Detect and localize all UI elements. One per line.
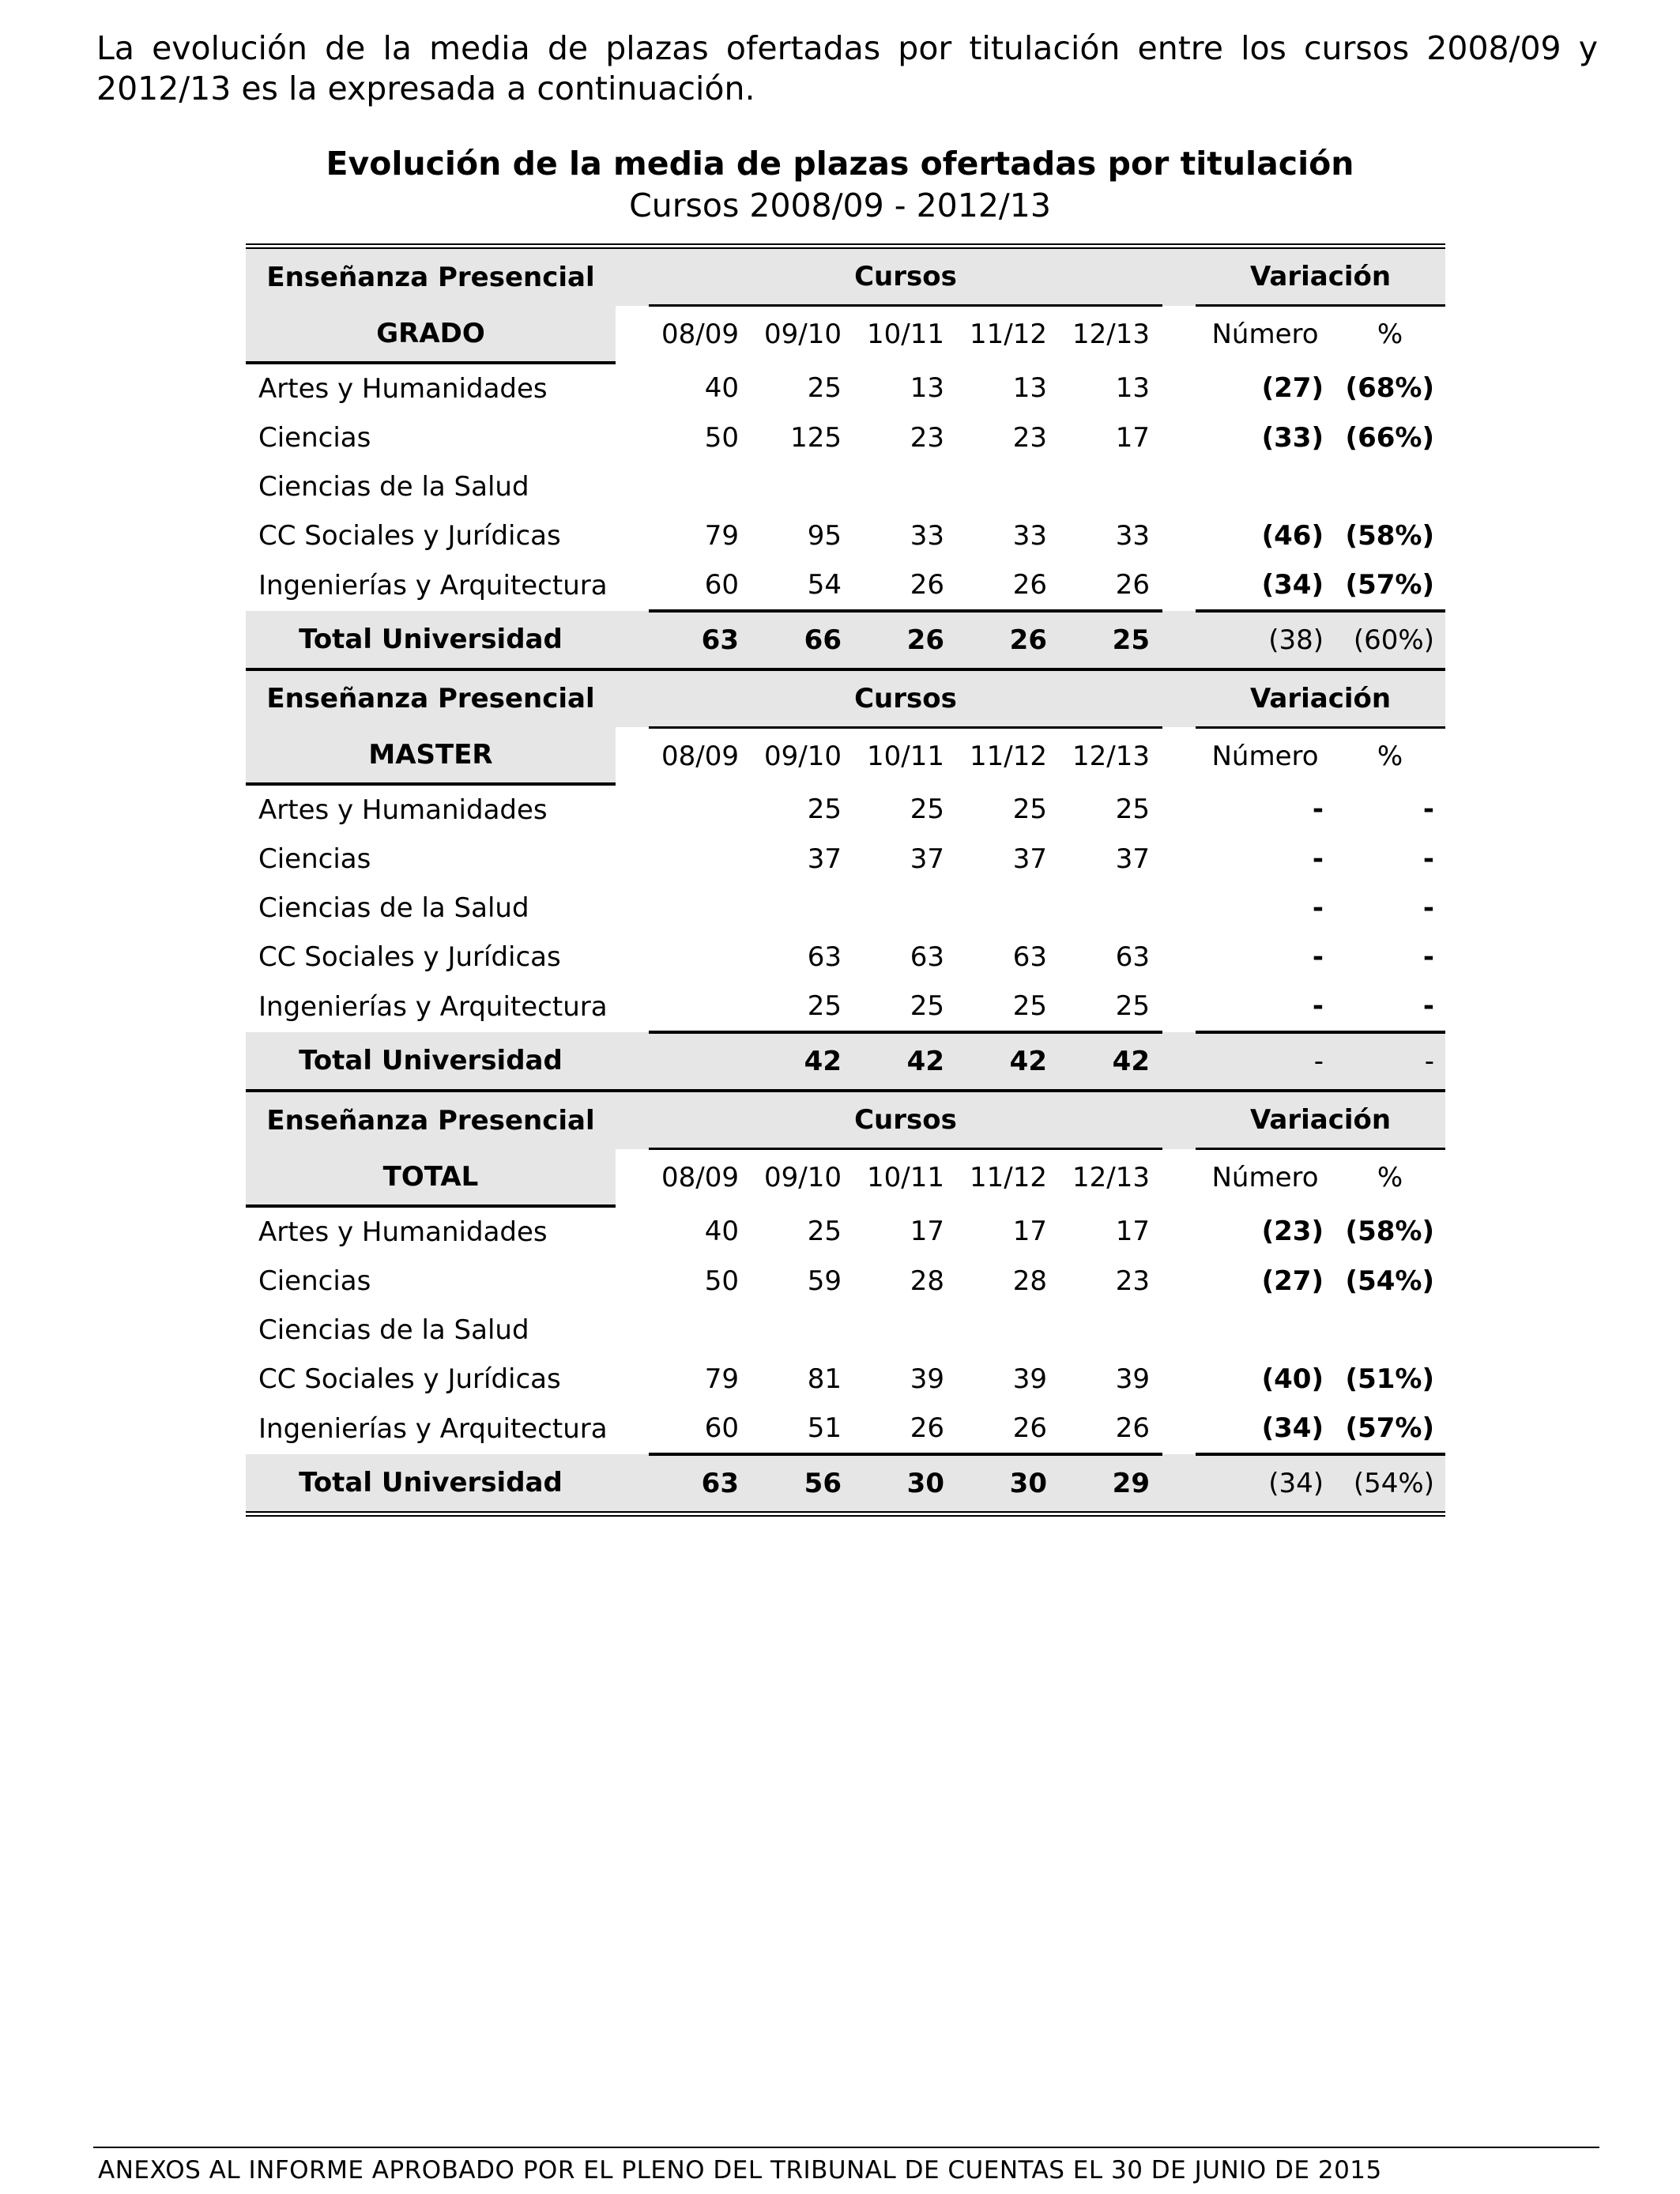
total-row [246, 1454, 1445, 1514]
table-body [246, 247, 1445, 1514]
spacer-cell [1162, 306, 1196, 363]
footer-text: ANEXOS AL INFORME APROBADO POR EL PLENO DEL TRIBUNAL DE CUENTAS EL 30 DE JUNIO DE 2015 [98, 2156, 1382, 2185]
spacer-cell [616, 1032, 649, 1091]
total-value: 56 [751, 1454, 854, 1514]
value-cell: 25 [1060, 982, 1162, 1032]
value-cell: 25 [910, 794, 944, 825]
total-label: Total Universidad [246, 611, 616, 669]
plazas-table [246, 243, 1445, 1517]
spacer-cell [616, 363, 649, 413]
variation-percent: (51%) [1345, 1363, 1435, 1395]
total-value: 42 [1060, 1032, 1162, 1091]
subheader-row [246, 727, 1445, 784]
variation-number: (34) [1196, 1404, 1335, 1454]
value-cell: 60 [649, 560, 751, 611]
total-label: Total Universidad [246, 1454, 616, 1514]
spacer-cell [616, 1306, 649, 1355]
table-row [246, 784, 1445, 835]
spacer-cell [1162, 933, 1196, 982]
total-value: 42 [957, 1032, 1060, 1091]
value-cell: 13 [1012, 371, 1047, 404]
variation-percent: - [1422, 941, 1435, 973]
area-label: CC Sociales y Jurídicas [258, 519, 561, 552]
value-cell: 28 [1012, 1265, 1047, 1297]
area-label: CC Sociales y Jurídicas [258, 941, 561, 973]
variation-percent: - [1335, 982, 1445, 1032]
value-cell: 37 [807, 843, 842, 875]
variation-percent: (57%) [1335, 1404, 1445, 1454]
spacer-cell [616, 1091, 649, 1149]
value-cell: 26 [854, 560, 957, 611]
total-value: 25 [1060, 611, 1162, 669]
value-cell [854, 884, 957, 933]
area-label: Ciencias de la Salud [258, 1314, 529, 1346]
year-header: 11/12 [970, 319, 1047, 351]
area-label: Ciencias de la Salud [258, 470, 529, 503]
value-cell [649, 884, 751, 933]
cursos-header: Cursos [649, 669, 1162, 728]
value-cell: 81 [807, 1363, 842, 1395]
value-cell [957, 1306, 1060, 1355]
spacer-cell [1162, 884, 1196, 933]
spacer-cell [616, 933, 649, 982]
value-cell: 33 [1012, 519, 1047, 552]
variation-number: (23) [1261, 1215, 1324, 1247]
spacer-cell [616, 462, 649, 511]
variation-number: - [1312, 892, 1324, 924]
value-cell [649, 784, 751, 835]
value-cell: 63 [1012, 941, 1047, 973]
header-row [246, 669, 1445, 728]
value-cell: 25 [807, 371, 842, 404]
table-row [246, 560, 1445, 611]
numero-header: Número [1211, 740, 1319, 772]
spacer-cell [1162, 1206, 1196, 1257]
year-header: 10/11 [867, 319, 944, 351]
variation-percent [1335, 1306, 1445, 1355]
variation-number [1196, 462, 1335, 511]
variation-number: - [1312, 794, 1324, 825]
value-cell: 33 [1115, 519, 1150, 552]
variation-number: - [1312, 843, 1324, 875]
percent-header: % [1377, 740, 1403, 772]
table-row [246, 363, 1445, 413]
total-label: Total Universidad [246, 1032, 616, 1091]
cursos-header: Cursos [649, 1091, 1162, 1149]
variation-percent [1335, 462, 1445, 511]
variation-number: (27) [1261, 1265, 1324, 1297]
header-row [246, 1091, 1445, 1149]
spacer-cell [616, 1404, 649, 1454]
subheader-row [246, 306, 1445, 363]
value-cell [649, 462, 751, 511]
value-cell: 17 [1012, 1215, 1047, 1247]
value-cell: 26 [957, 1404, 1060, 1454]
total-value [649, 1032, 751, 1091]
variation-number: (27) [1261, 371, 1324, 404]
value-cell [1060, 462, 1162, 511]
variacion-header: Variación [1196, 669, 1445, 728]
variation-percent: - [1422, 794, 1435, 825]
spacer-cell [1162, 784, 1196, 835]
table-row [246, 413, 1445, 462]
spacer-cell [1162, 1454, 1196, 1514]
value-cell: 25 [751, 982, 854, 1032]
spacer-cell [1162, 511, 1196, 560]
spacer-cell [1162, 669, 1196, 728]
table-subtitle: Cursos 2008/09 - 2012/13 [629, 187, 1051, 224]
spacer-cell [1162, 982, 1196, 1032]
spacer-cell [616, 784, 649, 835]
total-value: 30 [854, 1454, 957, 1514]
table-row [246, 1404, 1445, 1454]
year-header: 12/13 [1072, 319, 1150, 351]
ensenanza-header: Enseñanza Presencial [246, 247, 616, 306]
variation-number: (34) [1196, 560, 1335, 611]
value-cell [957, 884, 1060, 933]
spacer-cell [616, 982, 649, 1032]
value-cell: 50 [704, 421, 739, 454]
spacer-cell [616, 669, 649, 728]
spacer-cell [616, 1257, 649, 1306]
footer-rule [93, 2147, 1599, 2148]
intro-paragraph: La evolución de la media de plazas ofertadas por titulación entre los cursos 2008/09 y 2012/13 es la expresada a continuación. [96, 29, 1598, 107]
spacer-cell [1162, 1257, 1196, 1306]
table-row [246, 835, 1445, 884]
value-cell: 125 [790, 421, 842, 454]
variation-number: (46) [1261, 519, 1324, 552]
variation-percent: (57%) [1335, 560, 1445, 611]
value-cell [649, 982, 751, 1032]
variation-percent: - [1422, 843, 1435, 875]
variation-percent: - [1422, 892, 1435, 924]
table-row [246, 884, 1445, 933]
value-cell [649, 1306, 751, 1355]
value-cell [854, 462, 957, 511]
value-cell: 37 [1115, 843, 1150, 875]
numero-header: Número [1211, 319, 1319, 351]
variation-percent: (54%) [1345, 1265, 1435, 1297]
value-cell: 39 [910, 1363, 944, 1395]
spacer-cell [616, 835, 649, 884]
year-header: 09/10 [764, 319, 842, 351]
value-cell: 63 [1115, 941, 1150, 973]
subheader-row [246, 1149, 1445, 1206]
year-header: 11/12 [970, 740, 1047, 772]
spacer-cell [616, 306, 649, 363]
value-cell: 26 [854, 1404, 957, 1454]
spacer-cell [1162, 1091, 1196, 1149]
total-row [246, 611, 1445, 669]
total-variation-number: (38) [1196, 611, 1335, 669]
spacer-cell [616, 1355, 649, 1404]
year-header: 09/10 [764, 740, 842, 772]
variation-percent: (68%) [1345, 371, 1435, 404]
area-label: Artes y Humanidades [258, 1216, 548, 1248]
value-cell: 95 [807, 519, 842, 552]
table-row [246, 1206, 1445, 1257]
total-value: 26 [957, 611, 1060, 669]
value-cell: 79 [704, 519, 739, 552]
table-title: Evolución de la media de plazas ofertadas por titulación [326, 145, 1354, 183]
year-header: 11/12 [970, 1162, 1047, 1194]
area-label: Ciencias de la Salud [258, 892, 529, 924]
total-value: 63 [649, 611, 751, 669]
area-label: Artes y Humanidades [258, 794, 548, 826]
spacer-cell [616, 611, 649, 669]
spacer-cell [1162, 1355, 1196, 1404]
value-cell: 40 [704, 1215, 739, 1247]
spacer-cell [1162, 1032, 1196, 1091]
value-cell: 25 [957, 982, 1060, 1032]
variation-number: (33) [1261, 421, 1324, 454]
value-cell: 54 [751, 560, 854, 611]
year-header: 08/09 [661, 740, 739, 772]
value-cell: 63 [807, 941, 842, 973]
value-cell: 23 [1012, 421, 1047, 454]
total-value: 42 [751, 1032, 854, 1091]
area-label: CC Sociales y Jurídicas [258, 1363, 561, 1395]
spacer-cell [1162, 835, 1196, 884]
value-cell [1060, 884, 1162, 933]
value-cell: 17 [910, 1215, 944, 1247]
year-header: 08/09 [661, 319, 739, 351]
value-cell [649, 933, 751, 982]
value-cell: 40 [704, 371, 739, 404]
year-header: 12/13 [1072, 740, 1150, 772]
ensenanza-header: Enseñanza Presencial [246, 1091, 616, 1149]
value-cell [751, 884, 854, 933]
table-row [246, 933, 1445, 982]
plazas-table-container [246, 243, 1445, 1517]
value-cell: 26 [1060, 1404, 1162, 1454]
table-row [246, 1257, 1445, 1306]
total-value: 30 [957, 1454, 1060, 1514]
value-cell: 26 [1060, 560, 1162, 611]
area-label: Ingenierías y Arquitectura [258, 1412, 608, 1445]
value-cell: 28 [910, 1265, 944, 1297]
spacer-cell [616, 511, 649, 560]
level-label: MASTER [246, 727, 616, 784]
value-cell: 59 [807, 1265, 842, 1297]
value-cell: 25 [1012, 794, 1047, 825]
value-cell: 23 [910, 421, 944, 454]
area-label: Ingenierías y Arquitectura [258, 569, 608, 601]
table-row [246, 462, 1445, 511]
variation-percent: (58%) [1345, 519, 1435, 552]
percent-header: % [1377, 319, 1403, 351]
variation-percent: (66%) [1345, 421, 1435, 454]
spacer-cell [1162, 560, 1196, 611]
value-cell [1060, 1306, 1162, 1355]
area-label: Ciencias [258, 1265, 371, 1297]
value-cell: 63 [910, 941, 944, 973]
total-variation-number: (34) [1196, 1454, 1335, 1514]
total-value: 63 [649, 1454, 751, 1514]
value-cell: 25 [854, 982, 957, 1032]
cursos-header: Cursos [649, 247, 1162, 306]
spacer-cell [616, 560, 649, 611]
value-cell: 17 [1115, 421, 1150, 454]
total-variation-percent: (60%) [1335, 611, 1445, 669]
area-label: Artes y Humanidades [258, 372, 548, 405]
value-cell: 39 [1115, 1363, 1150, 1395]
ensenanza-header: Enseñanza Presencial [246, 669, 616, 728]
level-label: GRADO [246, 306, 616, 363]
spacer-cell [616, 1206, 649, 1257]
variation-number [1196, 1306, 1335, 1355]
year-header: 09/10 [764, 1162, 842, 1194]
table-row [246, 1306, 1445, 1355]
variacion-header: Variación [1196, 247, 1445, 306]
value-cell: 26 [957, 560, 1060, 611]
total-value: 26 [854, 611, 957, 669]
variation-number: - [1196, 982, 1335, 1032]
value-cell: 25 [807, 1215, 842, 1247]
spacer-cell [1162, 727, 1196, 784]
table-row [246, 982, 1445, 1032]
spacer-cell [1162, 363, 1196, 413]
value-cell: 37 [1012, 843, 1047, 875]
spacer-cell [1162, 1149, 1196, 1206]
value-cell [751, 1306, 854, 1355]
value-cell: 25 [1115, 794, 1150, 825]
variation-number: - [1312, 941, 1324, 973]
value-cell [854, 1306, 957, 1355]
value-cell: 37 [910, 843, 944, 875]
value-cell [751, 462, 854, 511]
variacion-header: Variación [1196, 1091, 1445, 1149]
spacer-cell [616, 413, 649, 462]
total-value: 66 [751, 611, 854, 669]
spacer-cell [1162, 1306, 1196, 1355]
value-cell: 17 [1115, 1215, 1150, 1247]
area-label: Ingenierías y Arquitectura [258, 991, 608, 1023]
total-variation-percent: - [1335, 1032, 1445, 1091]
value-cell: 23 [1115, 1265, 1150, 1297]
total-variation-percent: (54%) [1335, 1454, 1445, 1514]
numero-header: Número [1211, 1162, 1319, 1194]
year-header: 10/11 [867, 1162, 944, 1194]
spacer-cell [1162, 1404, 1196, 1454]
total-row [246, 1032, 1445, 1091]
value-cell: 79 [704, 1363, 739, 1395]
spacer-cell [616, 1454, 649, 1514]
percent-header: % [1377, 1162, 1403, 1194]
value-cell: 13 [1115, 371, 1150, 404]
spacer-cell [1162, 611, 1196, 669]
spacer-cell [616, 247, 649, 306]
value-cell [649, 835, 751, 884]
table-row [246, 511, 1445, 560]
level-label: TOTAL [246, 1149, 616, 1206]
variation-percent: (58%) [1345, 1215, 1435, 1247]
area-label: Ciencias [258, 843, 371, 875]
spacer-cell [1162, 462, 1196, 511]
total-value: 29 [1060, 1454, 1162, 1514]
spacer-cell [616, 1149, 649, 1206]
header-row [246, 247, 1445, 306]
value-cell: 25 [807, 794, 842, 825]
year-header: 10/11 [867, 740, 944, 772]
spacer-cell [616, 727, 649, 784]
value-cell: 39 [1012, 1363, 1047, 1395]
total-value: 42 [854, 1032, 957, 1091]
value-cell [957, 462, 1060, 511]
value-cell: 13 [910, 371, 944, 404]
value-cell: 51 [751, 1404, 854, 1454]
area-label: Ciencias [258, 421, 371, 454]
spacer-cell [1162, 247, 1196, 306]
value-cell: 33 [910, 519, 944, 552]
value-cell: 60 [649, 1404, 751, 1454]
spacer-cell [616, 884, 649, 933]
table-row [246, 1355, 1445, 1404]
variation-number: (40) [1261, 1363, 1324, 1395]
year-header: 12/13 [1072, 1162, 1150, 1194]
year-header: 08/09 [661, 1162, 739, 1194]
total-variation-number: - [1196, 1032, 1335, 1091]
value-cell: 50 [704, 1265, 739, 1297]
spacer-cell [1162, 413, 1196, 462]
